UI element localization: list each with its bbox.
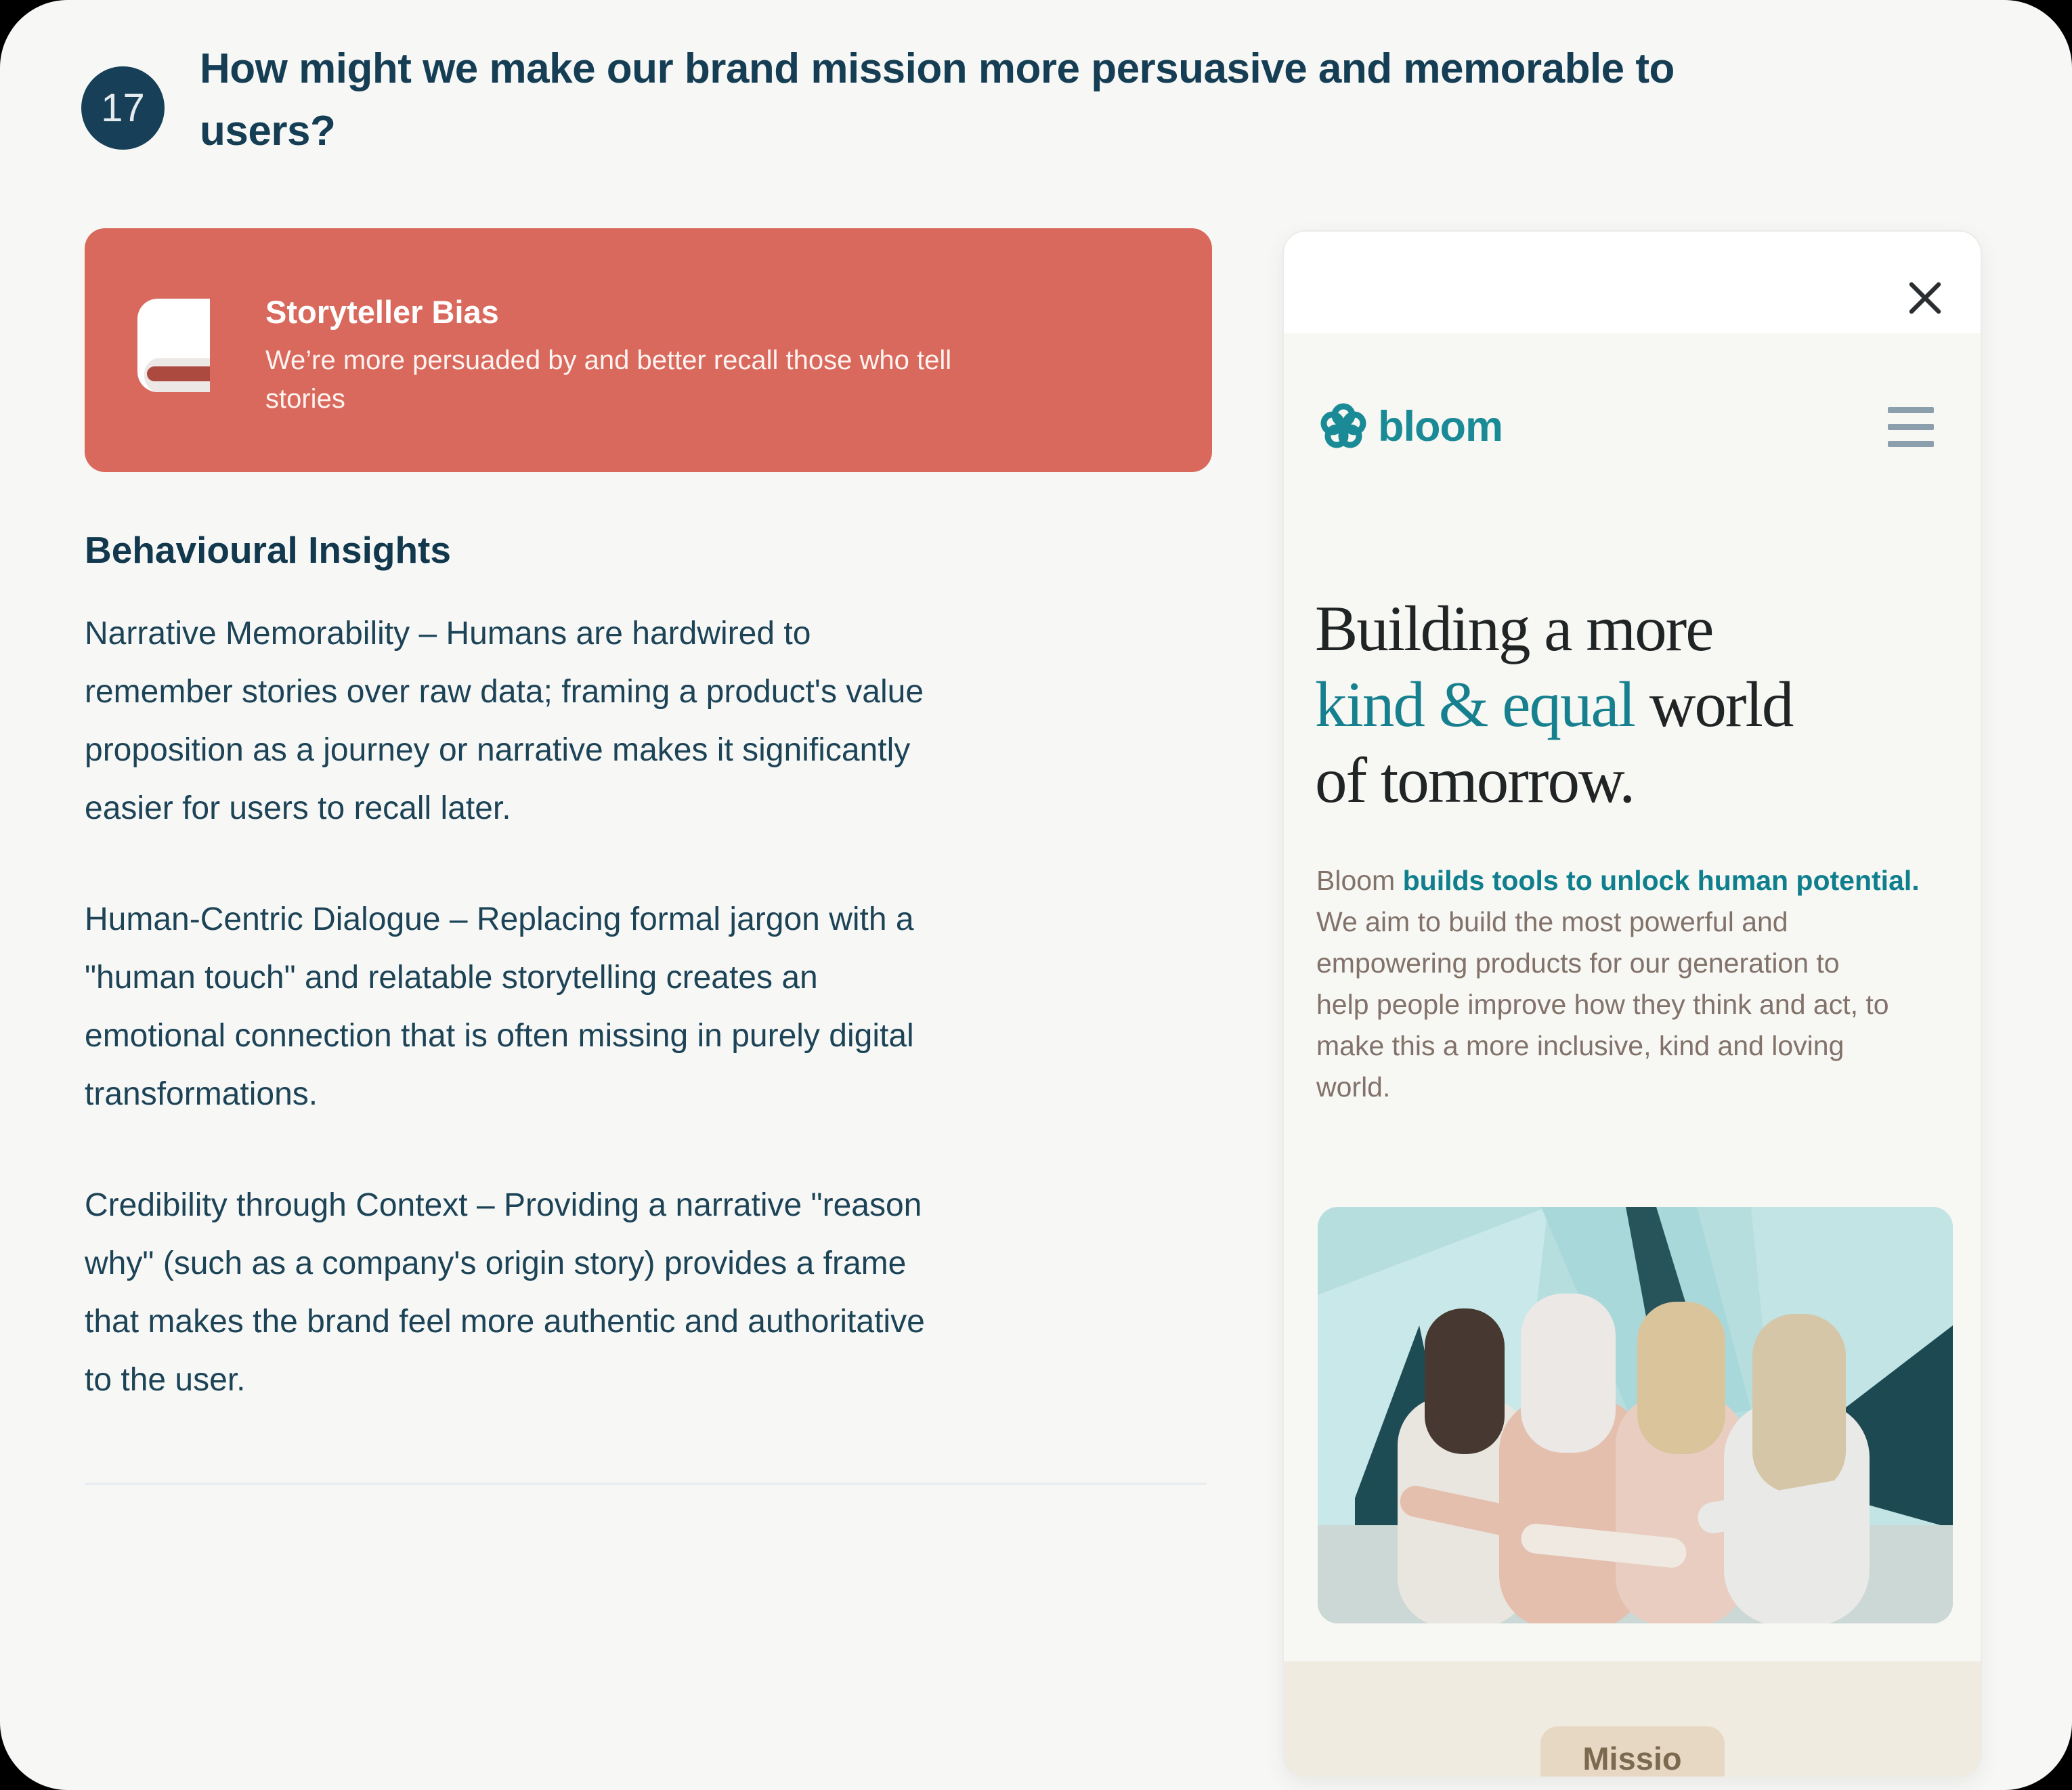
book-icon — [137, 299, 210, 392]
bias-card — [85, 228, 1212, 472]
hamburger-menu-icon — [1888, 441, 1934, 447]
headline-highlight: kind & equal — [1315, 668, 1635, 740]
hero-headline: Building a more kind & equal world of tomorrow. — [1315, 593, 1793, 816]
bias-title: Storyteller Bias — [265, 294, 499, 330]
hamburger-menu-button[interactable] — [1888, 407, 1934, 447]
question-line: How might we make our brand mission more persuasive and memorable to — [200, 45, 1675, 92]
question-number-badge: 17 — [81, 66, 165, 150]
hero-photo — [1318, 1207, 1953, 1623]
hamburger-menu-icon — [1888, 407, 1934, 413]
bloom-logo[interactable] — [1318, 402, 1503, 452]
panel-footer — [1284, 1661, 1981, 1776]
insight-paragraph-dialogue: Human-Centric Dialogue – Replacing formal jargon with a "human touch" and relatable storytelling creates an emotional connection that is often missing in purely digital transformations. — [85, 901, 914, 1112]
close-icon — [1907, 280, 1943, 316]
bloom-flower-icon — [1318, 402, 1368, 452]
hamburger-menu-icon — [1888, 424, 1934, 430]
website-preview-panel — [1282, 230, 1982, 1778]
close-button[interactable] — [1907, 280, 1943, 316]
bias-card-text — [265, 293, 951, 419]
mission-paragraph: Bloom builds tools to unlock human potential. We aim to build the most powerful and empowering products for our generation to help people improve how they think and act, to make this a more inclusive, kind and loving world. — [1316, 865, 1920, 1103]
site-navbar — [1318, 398, 1934, 456]
question-title — [200, 38, 1675, 163]
insight-paragraph-credibility: Credibility through Context – Providing a narrative "reason why" (such as a company's origin story) provides a frame that makes the brand feel more authentic and authoritative to the user. — [85, 1187, 925, 1398]
insight-paragraph-narrative: Narrative Memorability – Humans are hardwired to remember stories over raw data; framing a product's value proposition as a journey or narrative makes it significantly easier for users to recall later. — [85, 616, 924, 826]
insights-heading: Behavioural Insights — [85, 529, 451, 571]
mission-tab-button[interactable]: Missio — [1540, 1726, 1725, 1778]
question-line: users? — [200, 108, 336, 154]
people-hugging-illustration — [1318, 1207, 1953, 1623]
mission-bold-statement: builds tools to unlock human potential. — [1402, 865, 1920, 896]
section-divider — [85, 1483, 1207, 1485]
bias-description: We’re more persuaded by and better recall those who tell stories — [265, 345, 952, 414]
bloom-wordmark: bloom — [1378, 403, 1503, 450]
site-mockup — [1284, 333, 1981, 1664]
